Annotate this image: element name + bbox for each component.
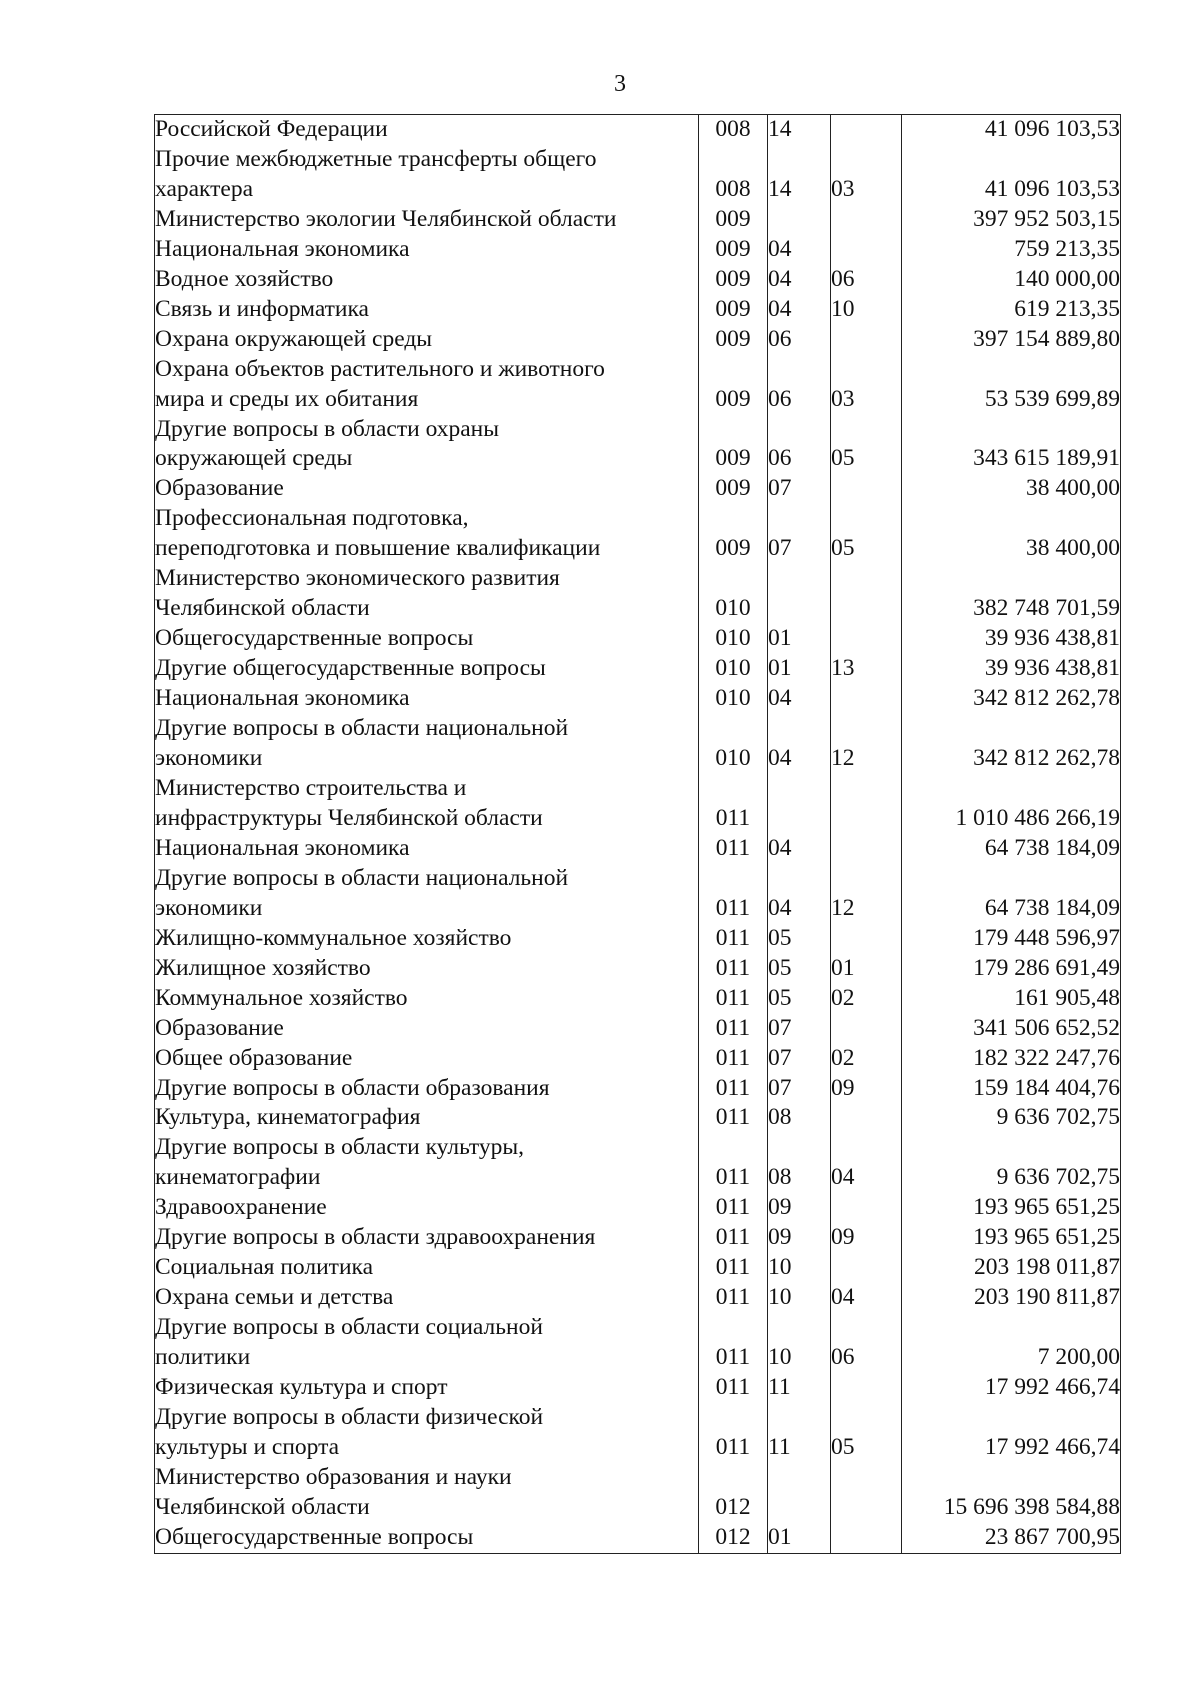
subsection-code (831, 624, 902, 654)
ministry-code: 011 (699, 984, 768, 1014)
ministry-code: 011 (699, 1253, 768, 1283)
ministry-code: 010 (699, 564, 768, 624)
subsection-code (831, 235, 902, 265)
ministry-code: 010 (699, 684, 768, 714)
row-name (155, 1283, 699, 1313)
budget-table-body (155, 115, 1121, 1554)
table-row (155, 1253, 1121, 1283)
amount: 64 738 184,09 (902, 864, 1121, 924)
row-name (155, 1193, 699, 1223)
section-code: 06 (768, 325, 831, 355)
amount: 159 184 404,76 (902, 1074, 1121, 1104)
amount: 343 615 189,91 (902, 415, 1121, 475)
section-code: 10 (768, 1313, 831, 1373)
amount: 39 936 438,81 (902, 624, 1121, 654)
ministry-code: 011 (699, 1103, 768, 1133)
row-name-line: экономики (155, 894, 263, 921)
ministry-code: 012 (699, 1463, 768, 1523)
section-code: 11 (768, 1403, 831, 1463)
row-name-line: характера (155, 175, 254, 202)
ministry-code: 012 (699, 1523, 768, 1553)
subsection-code (831, 774, 902, 834)
table-row (155, 954, 1121, 984)
section-code: 01 (768, 654, 831, 684)
ministry-code: 011 (699, 1133, 768, 1193)
row-name (155, 774, 699, 834)
row-name-line: Общегосударственные вопросы (155, 1523, 474, 1550)
row-name (155, 1223, 699, 1253)
row-name-line: Другие вопросы в области физической (155, 1403, 544, 1430)
row-name-line: Водное хозяйство (155, 265, 334, 292)
row-name-line: Охрана объектов растительного и животного (155, 355, 605, 382)
section-code: 04 (768, 295, 831, 325)
ministry-code: 009 (699, 295, 768, 325)
row-name-line: культуры и спорта (155, 1433, 340, 1460)
table-row (155, 654, 1121, 684)
table-row (155, 504, 1121, 564)
subsection-code (831, 205, 902, 235)
table-row (155, 415, 1121, 475)
subsection-code: 12 (831, 864, 902, 924)
ministry-code: 011 (699, 1074, 768, 1104)
row-name (155, 235, 699, 265)
subsection-code (831, 1103, 902, 1133)
row-name-line: Жилищно-коммунальное хозяйство (155, 924, 512, 951)
amount: 7 200,00 (902, 1313, 1121, 1373)
row-name-line: Физическая культура и спорт (155, 1374, 448, 1401)
amount: 41 096 103,53 (902, 115, 1121, 145)
ministry-code: 011 (699, 1373, 768, 1403)
row-name (155, 1103, 699, 1133)
amount: 182 322 247,76 (902, 1044, 1121, 1074)
subsection-code: 06 (831, 265, 902, 295)
section-code: 05 (768, 984, 831, 1014)
amount: 41 096 103,53 (902, 145, 1121, 205)
subsection-code (831, 1193, 902, 1223)
row-name-line: Социальная политика (155, 1254, 374, 1281)
subsection-code: 03 (831, 355, 902, 415)
subsection-code (831, 1463, 902, 1523)
row-name-line: Челябинской области (155, 1493, 370, 1520)
row-name-line: Общее образование (155, 1044, 353, 1071)
ministry-code: 011 (699, 864, 768, 924)
row-name-line: Профессиональная подготовка, (155, 505, 469, 532)
amount: 39 936 438,81 (902, 654, 1121, 684)
amount: 53 539 699,89 (902, 355, 1121, 415)
row-name (155, 954, 699, 984)
ministry-code: 009 (699, 355, 768, 415)
table-row (155, 145, 1121, 205)
ministry-code: 009 (699, 504, 768, 564)
section-code: 10 (768, 1283, 831, 1313)
row-name (155, 1373, 699, 1403)
ministry-code: 011 (699, 1283, 768, 1313)
table-row (155, 924, 1121, 954)
row-name-line: Национальная экономика (155, 685, 410, 712)
row-name-line: Прочие межбюджетные трансферты общего (155, 145, 597, 172)
table-row (155, 1223, 1121, 1253)
subsection-code (831, 834, 902, 864)
subsection-code (831, 1373, 902, 1403)
amount: 17 992 466,74 (902, 1373, 1121, 1403)
amount: 397 154 889,80 (902, 325, 1121, 355)
ministry-code: 011 (699, 834, 768, 864)
subsection-code: 04 (831, 1283, 902, 1313)
ministry-code: 009 (699, 265, 768, 295)
section-code: 07 (768, 504, 831, 564)
amount: 179 286 691,49 (902, 954, 1121, 984)
ministry-code: 011 (699, 1223, 768, 1253)
row-name-line: Другие вопросы в области образования (155, 1074, 550, 1101)
amount: 193 965 651,25 (902, 1193, 1121, 1223)
row-name-line: Другие вопросы в области здравоохранения (155, 1224, 596, 1251)
section-code: 08 (768, 1103, 831, 1133)
amount: 193 965 651,25 (902, 1223, 1121, 1253)
ministry-code: 010 (699, 714, 768, 774)
section-code (768, 1463, 831, 1523)
ministry-code: 011 (699, 774, 768, 834)
amount: 382 748 701,59 (902, 564, 1121, 624)
amount: 9 636 702,75 (902, 1103, 1121, 1133)
subsection-code (831, 924, 902, 954)
section-code: 08 (768, 1133, 831, 1193)
section-code: 01 (768, 1523, 831, 1553)
table-row (155, 205, 1121, 235)
subsection-code (831, 474, 902, 504)
subsection-code (831, 1253, 902, 1283)
row-name (155, 984, 699, 1014)
row-name-line: Образование (155, 1014, 284, 1041)
row-name-line: Охрана семьи и детства (155, 1284, 394, 1311)
amount: 341 506 652,52 (902, 1014, 1121, 1044)
ministry-code: 010 (699, 654, 768, 684)
row-name-line: окружающей среды (155, 445, 353, 472)
ministry-code: 011 (699, 1014, 768, 1044)
amount: 161 905,48 (902, 984, 1121, 1014)
row-name (155, 474, 699, 504)
section-code: 14 (768, 145, 831, 205)
row-name (155, 1253, 699, 1283)
table-row (155, 684, 1121, 714)
row-name (155, 295, 699, 325)
subsection-code (831, 325, 902, 355)
subsection-code: 02 (831, 984, 902, 1014)
row-name (155, 1014, 699, 1044)
row-name (155, 834, 699, 864)
subsection-code (831, 115, 902, 145)
table-row (155, 1074, 1121, 1104)
table-row (155, 1014, 1121, 1044)
ministry-code: 008 (699, 115, 768, 145)
table-row (155, 714, 1121, 774)
section-code: 05 (768, 954, 831, 984)
row-name (155, 864, 699, 924)
table-row (155, 325, 1121, 355)
row-name-line: Культура, кинематография (155, 1104, 421, 1131)
row-name-line: Другие вопросы в области социальной (155, 1314, 543, 1341)
subsection-code: 02 (831, 1044, 902, 1074)
row-name (155, 145, 699, 205)
subsection-code: 04 (831, 1133, 902, 1193)
amount: 140 000,00 (902, 265, 1121, 295)
subsection-code: 05 (831, 1403, 902, 1463)
row-name (155, 355, 699, 415)
table-row (155, 295, 1121, 325)
subsection-code: 09 (831, 1074, 902, 1104)
subsection-code: 03 (831, 145, 902, 205)
amount: 203 198 011,87 (902, 1253, 1121, 1283)
subsection-code (831, 1523, 902, 1553)
row-name (155, 265, 699, 295)
row-name-line: мира и среды их обитания (155, 385, 419, 412)
subsection-code: 10 (831, 295, 902, 325)
row-name (155, 1313, 699, 1373)
row-name (155, 115, 699, 145)
ministry-code: 011 (699, 1193, 768, 1223)
table-row (155, 1193, 1121, 1223)
amount: 17 992 466,74 (902, 1403, 1121, 1463)
table-row (155, 624, 1121, 654)
row-name-line: Национальная экономика (155, 235, 410, 262)
row-name-line: Российской Федерации (155, 116, 388, 142)
table-row (155, 834, 1121, 864)
section-code: 06 (768, 355, 831, 415)
ministry-code: 011 (699, 1044, 768, 1074)
section-code: 01 (768, 624, 831, 654)
row-name-line: Министерство экологии Челябинской области (155, 205, 617, 232)
section-code: 09 (768, 1223, 831, 1253)
subsection-code: 06 (831, 1313, 902, 1373)
table-row (155, 1103, 1121, 1133)
row-name-line: переподготовка и повышение квалификации (155, 535, 601, 562)
subsection-code: 01 (831, 954, 902, 984)
table-row (155, 1313, 1121, 1373)
section-code: 10 (768, 1253, 831, 1283)
section-code: 04 (768, 265, 831, 295)
section-code: 07 (768, 1044, 831, 1074)
amount: 342 812 262,78 (902, 714, 1121, 774)
amount: 203 190 811,87 (902, 1283, 1121, 1313)
row-name (155, 1403, 699, 1463)
row-name (155, 1523, 699, 1553)
amount: 619 213,35 (902, 295, 1121, 325)
row-name-line: Челябинской области (155, 595, 370, 622)
section-code: 07 (768, 1014, 831, 1044)
subsection-code: 13 (831, 654, 902, 684)
ministry-code: 011 (699, 924, 768, 954)
ministry-code: 010 (699, 624, 768, 654)
table-row (155, 115, 1121, 145)
amount: 342 812 262,78 (902, 684, 1121, 714)
table-row (155, 265, 1121, 295)
table-row (155, 1373, 1121, 1403)
section-code (768, 205, 831, 235)
row-name-line: Национальная экономика (155, 834, 410, 861)
row-name (155, 924, 699, 954)
row-name-line: Другие вопросы в области охраны (155, 415, 500, 442)
table-row (155, 1133, 1121, 1193)
section-code (768, 774, 831, 834)
page-number: 3 (614, 71, 626, 97)
row-name-line: Другие вопросы в области национальной (155, 715, 569, 742)
amount: 9 636 702,75 (902, 1133, 1121, 1193)
section-code: 07 (768, 474, 831, 504)
ministry-code: 009 (699, 474, 768, 504)
subsection-code (831, 1014, 902, 1044)
row-name-line: Другие вопросы в области национальной (155, 864, 569, 891)
table-row (155, 984, 1121, 1014)
row-name (155, 504, 699, 564)
section-code: 14 (768, 115, 831, 145)
row-name-line: инфраструктуры Челябинской области (155, 804, 543, 831)
row-name-line: Другие общегосударственные вопросы (155, 655, 546, 682)
section-code: 04 (768, 684, 831, 714)
row-name-line: политики (155, 1344, 251, 1371)
row-name (155, 1074, 699, 1104)
table-row (155, 1523, 1121, 1553)
table-row (155, 774, 1121, 834)
row-name (155, 1133, 699, 1193)
ministry-code: 008 (699, 145, 768, 205)
amount: 38 400,00 (902, 474, 1121, 504)
section-code: 04 (768, 235, 831, 265)
row-name-line: Охрана окружающей среды (155, 325, 433, 352)
row-name-line: Жилищное хозяйство (155, 954, 371, 981)
amount: 15 696 398 584,88 (902, 1463, 1121, 1523)
table-row (155, 1403, 1121, 1463)
table-row (155, 864, 1121, 924)
ministry-code: 009 (699, 235, 768, 265)
row-name-line: Здравоохранение (155, 1194, 327, 1221)
row-name-line: Другие вопросы в области культуры, (155, 1134, 525, 1161)
ministry-code: 009 (699, 325, 768, 355)
row-name (155, 714, 699, 774)
section-code: 06 (768, 415, 831, 475)
row-name (155, 624, 699, 654)
row-name-line: Связь и информатика (155, 295, 369, 322)
section-code (768, 564, 831, 624)
budget-table (154, 114, 1121, 1554)
row-name-line: Общегосударственные вопросы (155, 625, 474, 652)
section-code: 04 (768, 714, 831, 774)
ministry-code: 011 (699, 1403, 768, 1463)
table-row (155, 564, 1121, 624)
row-name (155, 654, 699, 684)
ministry-code: 009 (699, 415, 768, 475)
amount: 179 448 596,97 (902, 924, 1121, 954)
row-name (155, 415, 699, 475)
section-code: 04 (768, 864, 831, 924)
table-row (155, 355, 1121, 415)
ministry-code: 011 (699, 1313, 768, 1373)
ministry-code: 011 (699, 954, 768, 984)
row-name-line: Министерство строительства и (155, 774, 467, 801)
amount: 64 738 184,09 (902, 834, 1121, 864)
table-row (155, 235, 1121, 265)
row-name (155, 1463, 699, 1523)
table-row (155, 474, 1121, 504)
section-code: 04 (768, 834, 831, 864)
section-code: 05 (768, 924, 831, 954)
amount: 397 952 503,15 (902, 205, 1121, 235)
table-row (155, 1463, 1121, 1523)
row-name-line: кинематографии (155, 1164, 321, 1191)
section-code: 11 (768, 1373, 831, 1403)
amount: 38 400,00 (902, 504, 1121, 564)
amount: 759 213,35 (902, 235, 1121, 265)
row-name-line: Образование (155, 475, 284, 502)
table-row (155, 1283, 1121, 1313)
table-row (155, 1044, 1121, 1074)
subsection-code (831, 684, 902, 714)
section-code: 07 (768, 1074, 831, 1104)
row-name-line: экономики (155, 745, 263, 772)
section-code: 09 (768, 1193, 831, 1223)
row-name (155, 684, 699, 714)
row-name (155, 205, 699, 235)
subsection-code (831, 564, 902, 624)
amount: 23 867 700,95 (902, 1523, 1121, 1553)
subsection-code: 05 (831, 504, 902, 564)
row-name (155, 1044, 699, 1074)
amount: 1 010 486 266,19 (902, 774, 1121, 834)
row-name (155, 325, 699, 355)
row-name (155, 564, 699, 624)
subsection-code: 12 (831, 714, 902, 774)
row-name-line: Коммунальное хозяйство (155, 984, 408, 1011)
row-name-line: Министерство экономического развития (155, 565, 560, 592)
row-name-line: Министерство образования и науки (155, 1463, 512, 1490)
subsection-code: 05 (831, 415, 902, 475)
ministry-code: 009 (699, 205, 768, 235)
subsection-code: 09 (831, 1223, 902, 1253)
